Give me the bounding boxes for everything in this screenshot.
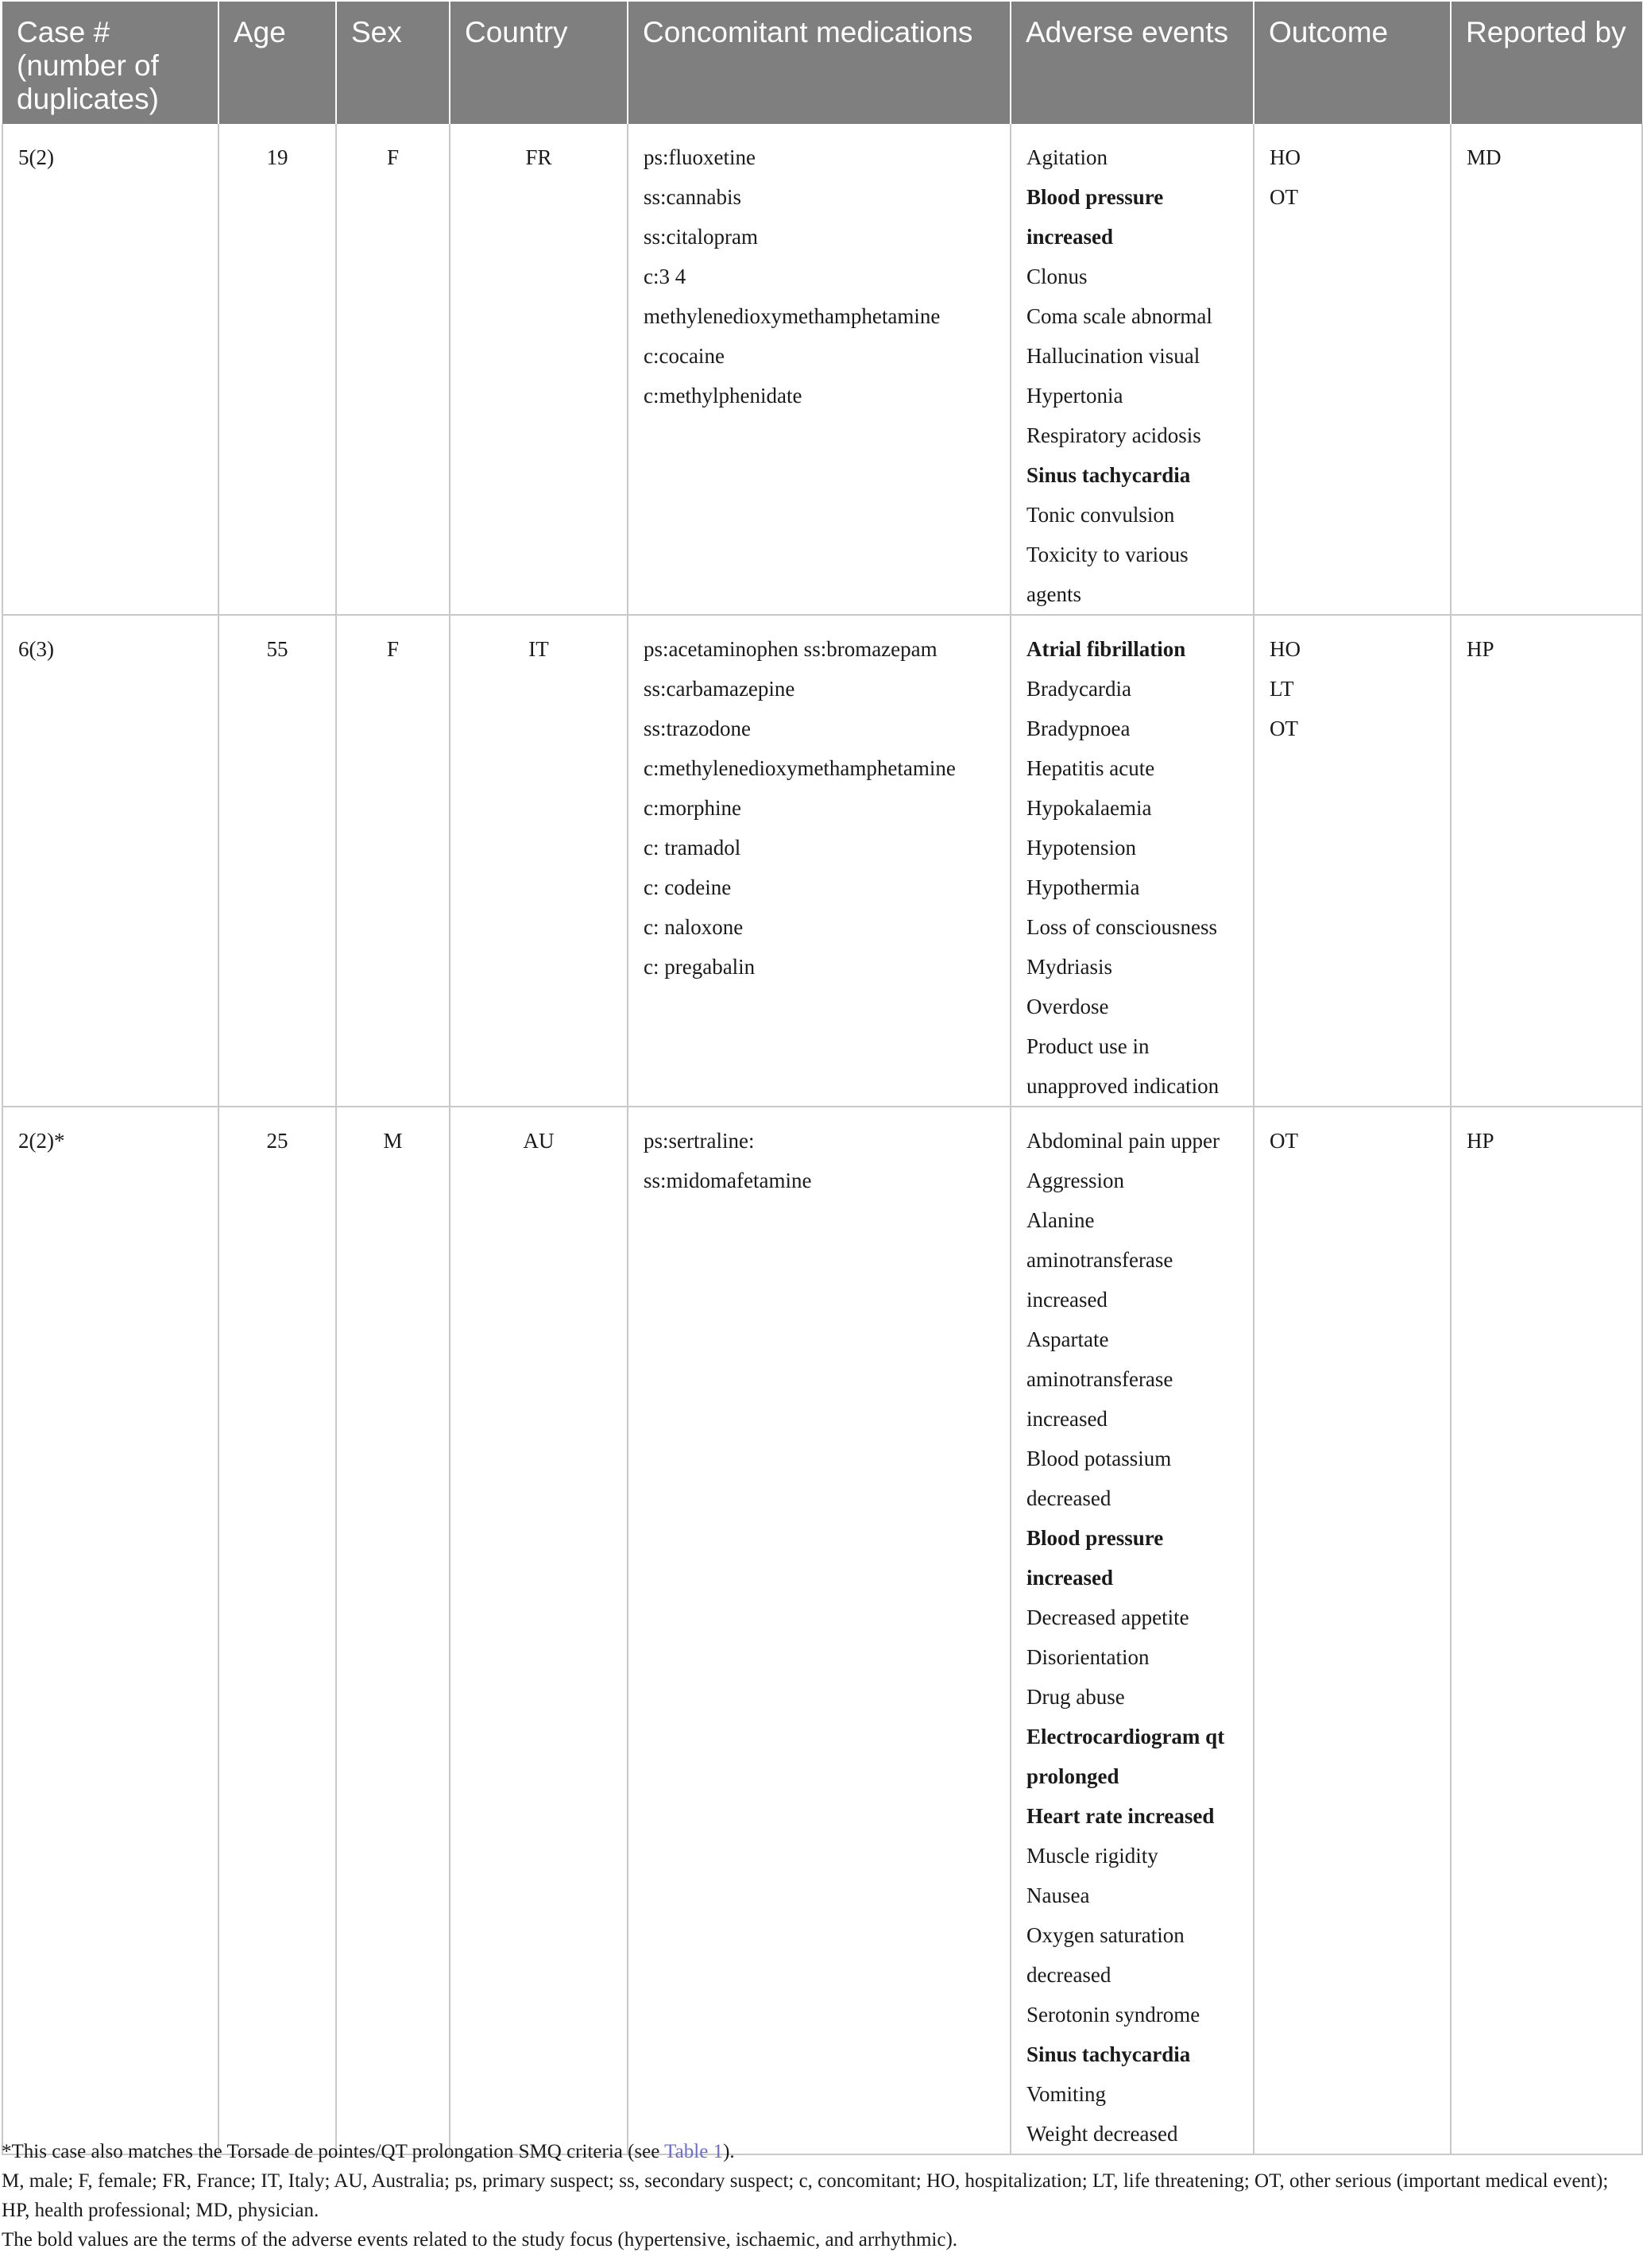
medication-line: ss:trazodone [644,717,751,740]
cell-case: 5(2) [2,124,218,615]
adverse-event-line: Sinus tachycardia [1026,463,1191,487]
adverse-event-line: Product use in [1026,1034,1150,1058]
cell-outcome [1254,615,1451,1107]
medication-line: ss:carbamazepine [644,677,795,701]
medication-line: c:3 4 [644,265,686,288]
cell-age: 55 [218,615,336,1107]
adverse-event-line: Loss of consciousness [1026,915,1217,939]
adverse-event-line: Hypertonia [1026,384,1123,408]
cell-case: 6(3) [2,615,218,1107]
adverse-event-line: Nausea [1026,1884,1090,1907]
header-row [2,2,1642,124]
adverse-event-line: Disorientation [1026,1645,1150,1669]
adverse-event-line: Alanine [1026,1208,1095,1232]
footnote-smq-prefix: *This case also matches the Torsade de pointes/QT prolongation SMQ criteria (see [2,2141,665,2162]
adverse-event-line: Decreased appetite [1026,1605,1189,1629]
header-reported-by: Reported by [1451,2,1642,124]
medication-line: ps:fluoxetine [644,145,756,169]
outcome-line: OT [1270,1129,1298,1153]
cell-reported-by: HP [1451,1107,1642,2154]
outcome-line: OT [1270,717,1298,740]
adverse-event-line: agents [1026,582,1081,606]
cell-age: 19 [218,124,336,615]
adverse-event-line: Blood potassium [1026,1447,1172,1470]
cell-medications [628,615,1011,1107]
adverse-event-line: unapproved indication [1026,1074,1220,1098]
medication-line: c:methylenedioxymethamphetamine [644,756,956,780]
outcome-line: HO [1270,145,1301,169]
medication-line: ss:cannabis [644,185,741,209]
adverse-event-line: Respiratory acidosis [1026,423,1201,447]
cell-medications [628,124,1011,615]
adverse-event-line: Tonic convulsion [1026,503,1175,527]
adverse-event-line: Mydriasis [1026,955,1112,979]
adverse-event-line: Clonus [1026,265,1088,288]
adverse-event-line: Atrial fibrillation [1026,637,1186,661]
adverse-event-line: Aspartate [1026,1327,1109,1351]
cell-outcome [1254,1107,1451,2154]
adverse-event-line: Hepatitis acute [1026,756,1155,780]
adverse-event-line: Oxygen saturation [1026,1923,1185,1947]
medication-line: c: pregabalin [644,955,756,979]
medication-line: c: codeine [644,875,732,899]
cell-sex: F [336,615,450,1107]
medication-line: c:morphine [644,796,741,820]
adverse-event-line: Hallucination visual [1026,344,1200,368]
header-country: Country [450,2,628,124]
footnote-smq-suffix: ). [723,2141,735,2162]
adverse-event-line: Bradypnoea [1026,717,1131,740]
adverse-event-line: prolonged [1026,1764,1119,1788]
outcome-line: LT [1270,677,1294,701]
footnote-smq [2,2137,1630,2166]
adverse-event-line: Heart rate increased [1026,1804,1215,1828]
adverse-event-line: aminotransferase [1026,1248,1173,1272]
header-outcome: Outcome [1254,2,1451,124]
medication-line: ss:citalopram [644,225,758,249]
adverse-event-line: Hypokalaemia [1026,796,1152,820]
adverse-event-line: Overdose [1026,995,1109,1018]
adverse-event-line: Toxicity to various [1026,543,1189,566]
footnote-bold-values: The bold values are the terms of the adverse events related to the study focus (hypertensive, ischaemic, and arrhythmic). [2,2229,958,2251]
medication-line: c:methylphenidate [644,384,802,408]
table-row [2,124,1642,615]
table-row [2,615,1642,1107]
adverse-event-line: Serotonin syndrome [1026,2003,1200,2027]
cell-adverse-events [1011,1107,1254,2154]
cell-age: 25 [218,1107,336,2154]
adverse-event-line: increased [1026,1288,1108,1312]
medication-line: ps:acetaminophen ss:bromazepam [644,637,937,661]
adverse-event-line: Coma scale abnormal [1026,304,1212,328]
header-sex: Sex [336,2,450,124]
adverse-event-line: Muscle rigidity [1026,1844,1158,1868]
adverse-event-line: Agitation [1026,145,1108,169]
adverse-event-line: Abdominal pain upper [1026,1129,1220,1153]
medication-line: c: naloxone [644,915,744,939]
adverse-event-line: Sinus tachycardia [1026,2042,1191,2066]
header-medications: Concomitant medications [628,2,1011,124]
adverse-event-line: Blood pressure [1026,185,1164,209]
adverse-event-line: increased [1026,1407,1108,1431]
medication-line: c:cocaine [644,344,725,368]
header-adverse-events: Adverse events [1011,2,1254,124]
adverse-event-line: aminotransferase [1026,1367,1173,1391]
medication-line: ps:sertraline: [644,1129,755,1153]
adverse-event-line: increased [1026,1566,1113,1590]
medication-line: ss:midomafetamine [644,1169,812,1192]
cell-outcome [1254,124,1451,615]
cell-medications [628,1107,1011,2154]
adverse-event-line: Vomiting [1026,2082,1107,2106]
adverse-event-line: Bradycardia [1026,677,1131,701]
medication-line: c: tramadol [644,836,741,860]
adverse-event-line: Hypothermia [1026,875,1140,899]
cell-reported-by: HP [1451,615,1642,1107]
cell-country: FR [450,124,628,615]
outcome-line: HO [1270,637,1301,661]
adverse-event-line: Drug abuse [1026,1685,1125,1709]
footnote-abbreviations: M, male; F, female; FR, France; IT, Italy; AU, Australia; ps, primary suspect; ss, secondary suspect; c, concomitant; HO, hospitalization; LT, life threatening; OT, other serious (important medical event); HP, health professional; MD, physician. [2,2170,1609,2221]
adverse-events-table [2,2,1643,2155]
cell-reported-by: MD [1451,124,1642,615]
header-age: Age [218,2,336,124]
table-row [2,1107,1642,2154]
medication-line: methylenedioxymethamphetamine [644,304,941,328]
cell-country: IT [450,615,628,1107]
adverse-event-line: increased [1026,225,1113,249]
cell-sex: M [336,1107,450,2154]
cell-case: 2(2)* [2,1107,218,2154]
table-1-link[interactable]: Table 1 [664,2141,724,2162]
adverse-event-line: Blood pressure [1026,1526,1164,1550]
adverse-event-line: decreased [1026,1963,1111,1987]
outcome-line: OT [1270,185,1298,209]
adverse-event-line: Aggression [1026,1169,1124,1192]
cell-adverse-events [1011,615,1254,1107]
table-footnotes [2,2137,1630,2254]
cell-country: AU [450,1107,628,2154]
cell-sex: F [336,124,450,615]
adverse-event-line: decreased [1026,1486,1111,1510]
header-case: Case #(number of duplicates) [2,2,218,124]
adverse-event-line: Hypotension [1026,836,1136,860]
cell-adverse-events [1011,124,1254,615]
adverse-event-line: Electrocardiogram qt [1026,1725,1225,1748]
adverse-event-line: Weight decreased [1026,2122,1178,2146]
